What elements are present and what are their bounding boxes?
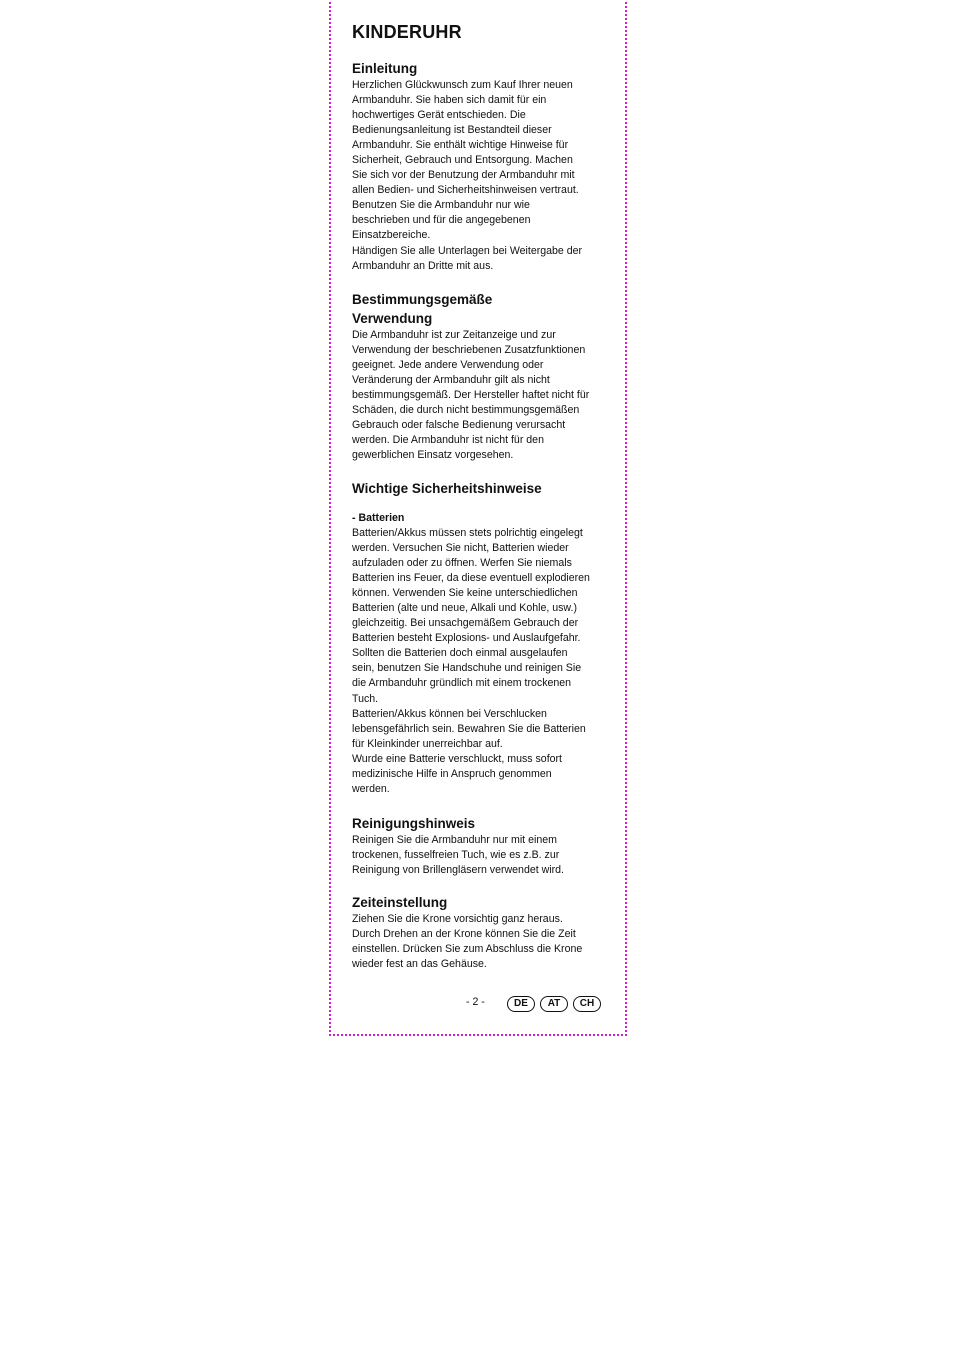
text-line: Sollten die Batterien doch einmal ausgelaufen: [352, 647, 568, 660]
text-line: geeignet. Jede andere Verwendung oder: [352, 359, 544, 372]
text-line: Batterien/Akkus müssen stets polrichtig eingelegt: [352, 527, 583, 539]
text-line: hochwertiges Gerät entschieden. Die: [352, 109, 526, 122]
text-line: werden.: [352, 782, 390, 795]
text-line: Batterien (alte und neue, Alkali und Kohle, usw.): [352, 602, 577, 615]
text-line: Wurde eine Batterie verschluckt, muss sofort: [352, 752, 562, 765]
country-badge-ch: CH: [573, 996, 601, 1012]
text-line: Einsatzbereiche.: [352, 229, 431, 242]
text-line: Batterien ins Feuer, da diese eventuell explodieren: [352, 572, 590, 585]
text-line: Herzlichen Glückwunsch zum Kauf Ihrer neuen: [352, 79, 573, 91]
section-zeiteinstellung: [352, 893, 604, 972]
body-einleitung: [352, 78, 604, 274]
bullet-batterien: - Batterien: [352, 512, 405, 524]
text-line: Gebrauch oder falsche Bedienung verursacht: [352, 419, 566, 432]
text-line: werden. Die Armbanduhr ist nicht für den: [352, 434, 544, 447]
section-einleitung: [352, 59, 604, 274]
text-line: lebensgefährlich sein. Bewahren Sie die Batterien: [352, 722, 586, 735]
text-line: einstellen. Drücken Sie zum Abschluss die Krone: [352, 943, 583, 956]
page-footer: [352, 995, 604, 1013]
text-line: werden. Versuchen Sie nicht, Batterien wieder: [352, 542, 569, 555]
body-reinigung: [352, 833, 604, 878]
section-reinigung: [352, 814, 604, 878]
body-sicherheit: [352, 526, 604, 797]
page-number: - 2 -: [466, 996, 485, 1008]
country-badge-de: DE: [507, 996, 535, 1012]
text-line: bestimmungsgemäß. Der Hersteller haftet nicht für: [352, 389, 590, 402]
text-line: allen Bedien- und Sicherheitshinweisen vertraut.: [352, 184, 579, 197]
text-line: Schäden, die durch nicht bestimmungsgemäßen: [352, 404, 580, 417]
heading-zeiteinstellung: Zeiteinstellung: [352, 895, 448, 910]
body-bestimmung: [352, 328, 604, 463]
text-line: Batterien/Akkus können bei Verschlucken: [352, 707, 547, 720]
text-line: die Armbanduhr gründlich mit einem trockenen: [352, 677, 572, 690]
heading-bestimmung-1: Bestimmungsgemäße: [352, 292, 493, 307]
page-frame: [329, 0, 627, 1036]
text-line: trockenen, fusselfreien Tuch, wie es z.B. zur: [352, 849, 560, 862]
text-line: beschrieben und für die angegebenen: [352, 214, 531, 227]
text-line: gleichzeitig. Bei unsachgemäßem Gebrauch der: [352, 617, 579, 630]
heading-einleitung: Einleitung: [352, 61, 418, 76]
text-line: Reinigen Sie die Armbanduhr nur mit einem: [352, 834, 557, 846]
text-line: Händigen Sie alle Unterlagen bei Weitergabe der: [352, 244, 583, 257]
text-line: Sicherheit, Gebrauch und Entsorgung. Machen: [352, 154, 573, 167]
text-line: Verwendung der beschriebenen Zusatzfunktionen: [352, 344, 586, 357]
text-line: Die Armbanduhr ist zur Zeitanzeige und zur: [352, 329, 556, 341]
text-line: Benutzen Sie die Armbanduhr nur wie: [352, 199, 530, 212]
heading-bestimmung-2: Verwendung: [352, 311, 433, 326]
text-line: Veränderung der Armbanduhr gilt als nicht: [352, 374, 550, 387]
text-line: Durch Drehen an der Krone können Sie die Zeit: [352, 928, 576, 941]
text-line: medizinische Hilfe in Anspruch genommen: [352, 767, 552, 780]
text-line: aufzuladen oder zu öffnen. Werfen Sie niemals: [352, 557, 572, 570]
text-line: können. Verwenden Sie keine unterschiedlichen: [352, 587, 578, 600]
section-bestimmung: [352, 290, 604, 463]
body-zeiteinstellung: [352, 912, 604, 972]
text-line: Sie sich vor der Benutzung der Armbanduhr mit: [352, 169, 575, 182]
text-line: Reinigung von Brillengläsern verwendet wird.: [352, 864, 564, 877]
heading-sicherheit: Wichtige Sicherheitshinweise: [352, 481, 542, 496]
text-line: Armbanduhr. Sie enthält wichtige Hinweise für: [352, 139, 569, 152]
text-line: Bedienungsanleitung ist Bestandteil dieser: [352, 124, 552, 137]
text-line: Tuch.: [352, 692, 379, 705]
text-line: Armbanduhr an Dritte mit aus.: [352, 259, 494, 272]
section-sicherheit: [352, 479, 604, 797]
text-line: Ziehen Sie die Krone vorsichtig ganz heraus.: [352, 913, 563, 925]
text-line: für Kleinkinder unerreichbar auf.: [352, 737, 503, 750]
text-line: Armbanduhr. Sie haben sich damit für ein: [352, 94, 547, 107]
country-badge-at: AT: [540, 996, 568, 1012]
text-line: Batterien besteht Explosions- und Auslaufgefahr.: [352, 632, 581, 645]
document-title: KINDERUHR: [352, 22, 462, 42]
text-line: sein, benutzen Sie Handschuhe und reinigen Sie: [352, 662, 582, 675]
text-line: gewerblichen Einsatz vorgesehen.: [352, 449, 514, 462]
heading-reinigung: Reinigungshinweis: [352, 816, 476, 831]
text-line: wieder fest an das Gehäuse.: [352, 958, 487, 971]
